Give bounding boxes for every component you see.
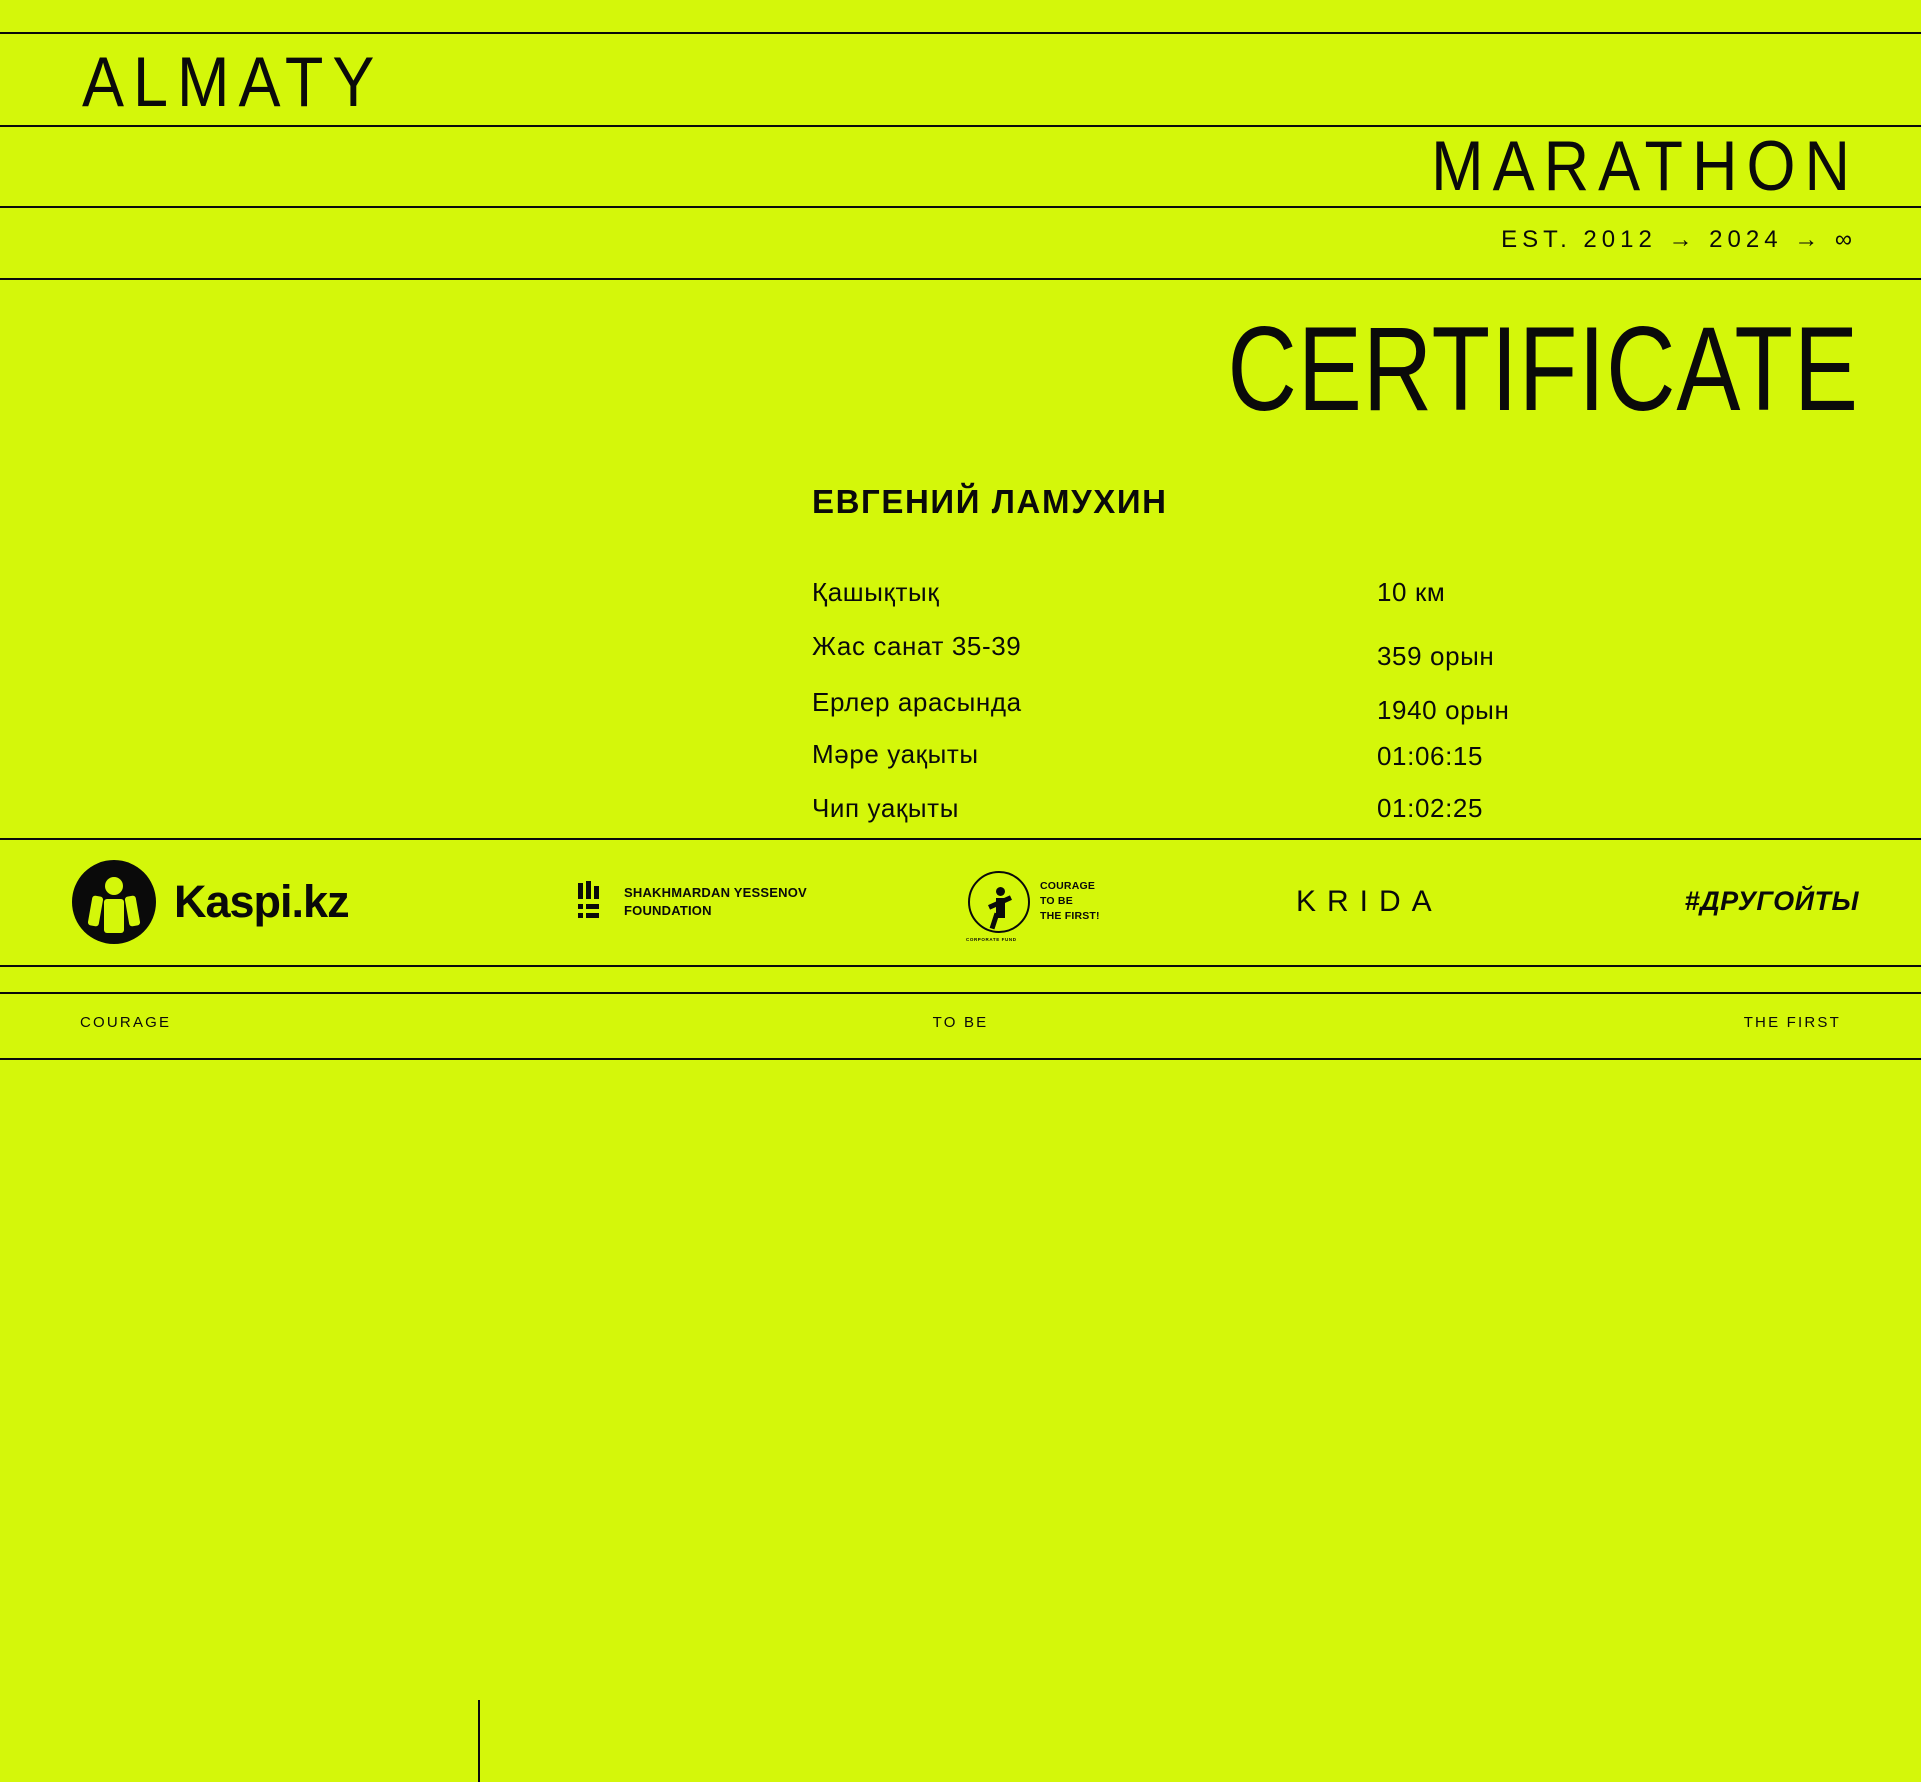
sponsor-corporate-fund bbox=[968, 838, 1100, 965]
sponsor-yessenov-label-line2: FOUNDATION bbox=[624, 902, 712, 918]
footer-text-left: COURAGE bbox=[80, 1014, 172, 1031]
table-row bbox=[812, 783, 1712, 835]
result-label: Чип уақыты bbox=[812, 793, 959, 823]
sponsor-krida bbox=[1296, 838, 1443, 965]
sponsor-drugoyty-label: #ДРУГОЙТЫ bbox=[1684, 886, 1859, 916]
corporate-fund-seal-icon bbox=[966, 871, 1030, 942]
sponsor-fund-label-line3: THE FIRST! bbox=[1040, 910, 1100, 923]
result-label: Ерлер арасында bbox=[812, 687, 1022, 717]
sponsor-krida-label: KRIDA bbox=[1296, 884, 1443, 918]
table-row bbox=[812, 575, 1712, 627]
table-row bbox=[812, 731, 1712, 783]
divider-rule bbox=[0, 1058, 1921, 1060]
sponsor-fund-label-line2: TO BE bbox=[1040, 894, 1073, 907]
divider-rule bbox=[0, 965, 1921, 967]
footer-text-center: TO BE bbox=[932, 1014, 989, 1031]
sponsor-fund-label-line1: COURAGE bbox=[1040, 879, 1096, 892]
results-table bbox=[812, 575, 1712, 835]
sponsor-strip bbox=[0, 838, 1921, 965]
result-label: Қашықтық bbox=[812, 577, 940, 607]
table-row bbox=[812, 627, 1712, 679]
divider-rule bbox=[0, 278, 1921, 280]
page-title: CERTIFICATE bbox=[1227, 302, 1859, 437]
kaspi-logo-icon bbox=[72, 860, 156, 944]
sponsor-yessenov bbox=[578, 838, 807, 965]
result-value: 359 орын bbox=[1377, 641, 1495, 671]
certificate-footer bbox=[0, 1015, 1921, 1045]
sponsor-kaspi-label: Kaspi.kz bbox=[174, 876, 349, 927]
sponsor-divider bbox=[478, 1700, 480, 1782]
established-years: EST. 2012 → 2024 → ∞ bbox=[1501, 226, 1857, 253]
result-label: Жас санат 35-39 bbox=[812, 631, 1022, 661]
table-row bbox=[812, 679, 1712, 731]
result-value: 10 км bbox=[1377, 577, 1446, 607]
footer-text-right: THE FIRST bbox=[1743, 1014, 1841, 1031]
result-label: Мәре уақыты bbox=[812, 739, 979, 769]
corporate-fund-seal-caption: CORPORATE FUND bbox=[966, 936, 1017, 942]
result-value: 01:02:25 bbox=[1377, 793, 1484, 823]
result-value: 1940 орын bbox=[1377, 695, 1510, 725]
sponsor-kaspi bbox=[72, 838, 349, 965]
sponsor-yessenov-label-line1: SHAKHMARDAN YESSENOV bbox=[624, 884, 807, 900]
sponsor-drugoyty bbox=[1685, 838, 1859, 965]
runner-name: ЕВГЕНИЙ ЛАМУХИН bbox=[812, 483, 1168, 520]
result-value: 01:06:15 bbox=[1377, 741, 1484, 771]
brand-name-line1: ALMATY bbox=[82, 43, 384, 122]
brand-name-line2: MARATHON bbox=[1431, 127, 1859, 206]
divider-rule bbox=[0, 992, 1921, 994]
certificate-header bbox=[0, 0, 1921, 278]
yessenov-foundation-icon bbox=[578, 881, 612, 923]
